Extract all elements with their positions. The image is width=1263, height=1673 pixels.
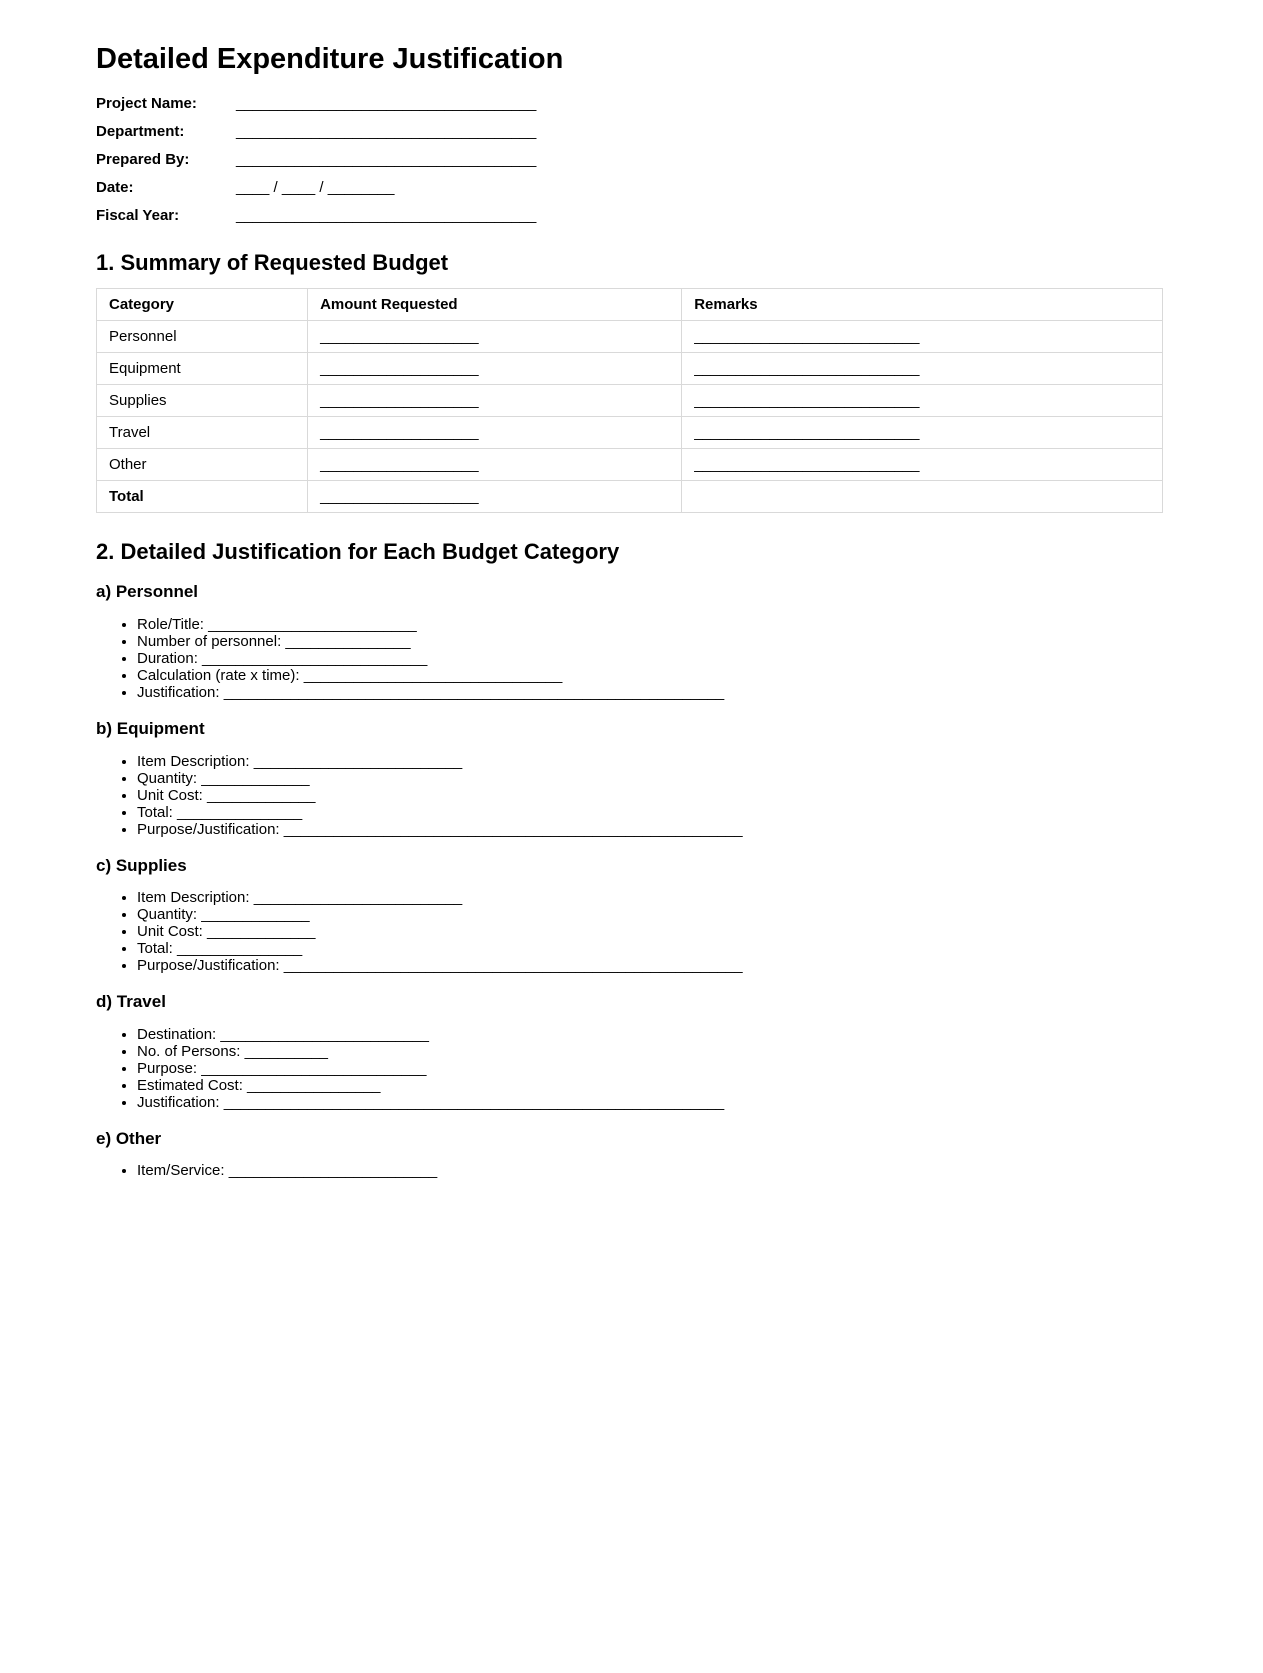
- amount-blank-line: ___________________: [320, 424, 479, 442]
- row-total-category: Total: [97, 481, 308, 513]
- supplies-quantity-blank: _____________: [201, 906, 310, 924]
- supplies-unit-cost-line: [137, 923, 1163, 940]
- row-supplies-amount-blank: [308, 385, 682, 417]
- column-header-amount-requested: Amount Requested: [308, 289, 682, 321]
- travel-purpose-line: [137, 1060, 1163, 1077]
- remarks-blank-line: ___________________________: [694, 328, 920, 346]
- personnel-number-label: Number of personnel:: [137, 633, 282, 651]
- row-personnel-remarks-blank: [682, 321, 1163, 353]
- row-total-amount-blank: [308, 481, 682, 513]
- personnel-role-title-blank: _________________________: [208, 616, 417, 634]
- remarks-blank-line: ___________________________: [694, 392, 920, 410]
- document-title: Detailed Expenditure Justification: [96, 43, 564, 75]
- field-department-label: Department:: [96, 122, 185, 140]
- equipment-item-description-label: Item Description:: [137, 752, 250, 770]
- personnel-number-blank: _______________: [285, 633, 411, 651]
- travel-estimated-cost-label: Estimated Cost:: [137, 1076, 243, 1094]
- field-department: [96, 123, 1163, 140]
- amount-blank-line: ___________________: [320, 392, 479, 410]
- personnel-calculation-line: [137, 667, 1163, 684]
- personnel-calculation-blank: _______________________________: [303, 667, 563, 685]
- subsection-personnel-heading: a) Personnel: [96, 582, 199, 602]
- supplies-purpose-line: [137, 957, 1163, 974]
- personnel-duration-blank: ___________________________: [202, 650, 428, 668]
- travel-purpose-label: Purpose:: [137, 1059, 198, 1077]
- other-item-service-line: [137, 1162, 1163, 1179]
- equipment-item-description-line: [137, 753, 1163, 770]
- equipment-quantity-line: [137, 770, 1163, 787]
- personnel-role-title-label: Role/Title:: [137, 616, 204, 634]
- equipment-purpose-blank: _______________________________________________________: [283, 820, 743, 838]
- equipment-quantity-label: Quantity:: [137, 769, 198, 787]
- equipment-total-label: Total:: [137, 803, 173, 821]
- row-other-remarks-blank: [682, 449, 1163, 481]
- supplies-purpose-blank: _______________________________________________________: [283, 957, 743, 975]
- supplies-quantity-line: [137, 906, 1163, 923]
- row-supplies-remarks-blank: [682, 385, 1163, 417]
- row-travel-category: Travel: [97, 417, 308, 449]
- travel-estimated-cost-line: [137, 1077, 1163, 1094]
- table-row-supplies: [97, 385, 1163, 417]
- row-equipment-category: Equipment: [97, 353, 308, 385]
- personnel-justification-line: [137, 684, 1163, 701]
- supplies-item-description-label: Item Description:: [137, 889, 250, 907]
- subsection-travel-heading: d) Travel: [96, 992, 166, 1012]
- equipment-purpose-line: [137, 821, 1163, 838]
- other-item-service-blank: _________________________: [228, 1162, 438, 1180]
- travel-estimated-cost-blank: ________________: [247, 1076, 381, 1094]
- amount-blank-line: ___________________: [320, 456, 479, 474]
- field-date-blank: ____ / ____ / ________: [236, 178, 395, 196]
- travel-destination-label: Destination:: [137, 1025, 217, 1043]
- supplies-items: [96, 889, 1163, 974]
- equipment-item-description-blank: _________________________: [253, 752, 463, 770]
- amount-blank-line: ___________________: [320, 488, 479, 506]
- column-header-category: Category: [97, 289, 308, 321]
- row-equipment-amount-blank: [308, 353, 682, 385]
- table-row-other: [97, 449, 1163, 481]
- supplies-quantity-label: Quantity:: [137, 906, 198, 924]
- row-total-remarks-blank: [682, 481, 1163, 513]
- budget-summary-table: [96, 288, 1163, 513]
- row-personnel-category: Personnel: [97, 321, 308, 353]
- table-header-row: [97, 289, 1163, 321]
- other-item-service-label: Item/Service:: [137, 1162, 225, 1180]
- equipment-items: [96, 753, 1163, 838]
- field-prepared-by: [96, 151, 1163, 168]
- travel-justification-line: [137, 1094, 1163, 1111]
- equipment-unit-cost-blank: _____________: [207, 786, 316, 804]
- personnel-number-line: [137, 633, 1163, 650]
- field-date-label: Date:: [96, 178, 134, 196]
- equipment-quantity-blank: _____________: [201, 769, 310, 787]
- supplies-item-description-blank: _________________________: [253, 889, 463, 907]
- personnel-role-title-line: [137, 616, 1163, 633]
- row-other-category: Other: [97, 449, 308, 481]
- remarks-blank-line: ___________________________: [694, 360, 920, 378]
- field-department-blank: ____________________________________: [236, 122, 537, 140]
- field-project-name-blank: ____________________________________: [236, 94, 537, 112]
- personnel-calculation-label: Calculation (rate x time):: [137, 667, 300, 685]
- field-date: [96, 179, 1163, 196]
- remarks-blank-line: ___________________________: [694, 456, 920, 474]
- field-fiscal-year-blank: ____________________________________: [236, 206, 537, 224]
- field-project-name-label: Project Name:: [96, 94, 197, 112]
- field-prepared-by-blank: ____________________________________: [236, 150, 537, 168]
- supplies-unit-cost-label: Unit Cost:: [137, 923, 203, 941]
- table-row-personnel: [97, 321, 1163, 353]
- supplies-unit-cost-blank: _____________: [207, 923, 316, 941]
- section2-heading: 2. Detailed Justification for Each Budget Category: [96, 539, 620, 565]
- amount-blank-line: ___________________: [320, 360, 479, 378]
- supplies-total-label: Total:: [137, 940, 173, 958]
- field-fiscal-year: [96, 207, 1163, 224]
- equipment-unit-cost-label: Unit Cost:: [137, 786, 203, 804]
- travel-justification-blank: ____________________________________________________________: [223, 1093, 725, 1111]
- table-row-equipment: [97, 353, 1163, 385]
- subsection-supplies-heading: c) Supplies: [96, 855, 187, 875]
- personnel-duration-line: [137, 650, 1163, 667]
- row-travel-remarks-blank: [682, 417, 1163, 449]
- row-supplies-category: Supplies: [97, 385, 308, 417]
- field-fiscal-year-label: Fiscal Year:: [96, 206, 180, 224]
- travel-purpose-blank: ___________________________: [201, 1059, 427, 1077]
- travel-items: [96, 1026, 1163, 1111]
- table-row-travel: [97, 417, 1163, 449]
- subsection-equipment-heading: b) Equipment: [96, 719, 205, 739]
- supplies-total-line: [137, 940, 1163, 957]
- row-equipment-remarks-blank: [682, 353, 1163, 385]
- row-personnel-amount-blank: [308, 321, 682, 353]
- column-header-remarks: Remarks: [682, 289, 1163, 321]
- subsection-other-heading: e) Other: [96, 1128, 162, 1148]
- travel-justification-label: Justification:: [137, 1093, 220, 1111]
- field-prepared-by-label: Prepared By:: [96, 150, 190, 168]
- section1-heading: 1. Summary of Requested Budget: [96, 249, 449, 275]
- supplies-item-description-line: [137, 889, 1163, 906]
- personnel-duration-label: Duration:: [137, 650, 198, 668]
- field-project-name: [96, 95, 1163, 112]
- equipment-total-line: [137, 804, 1163, 821]
- personnel-items: [96, 616, 1163, 701]
- amount-blank-line: ___________________: [320, 328, 479, 346]
- travel-persons-line: [137, 1043, 1163, 1060]
- travel-persons-label: No. of Persons:: [137, 1042, 241, 1060]
- supplies-total-blank: _______________: [177, 940, 303, 958]
- supplies-purpose-label: Purpose/Justification:: [137, 957, 280, 975]
- personnel-justification-blank: ____________________________________________________________: [223, 684, 725, 702]
- other-items: [96, 1162, 1163, 1179]
- equipment-unit-cost-line: [137, 787, 1163, 804]
- row-travel-amount-blank: [308, 417, 682, 449]
- remarks-blank-line: ___________________________: [694, 424, 920, 442]
- equipment-total-blank: _______________: [177, 803, 303, 821]
- personnel-justification-label: Justification:: [137, 684, 220, 702]
- header-fields: [96, 95, 1163, 224]
- equipment-purpose-label: Purpose/Justification:: [137, 820, 280, 838]
- table-row-total: [97, 481, 1163, 513]
- travel-destination-line: [137, 1026, 1163, 1043]
- row-other-amount-blank: [308, 449, 682, 481]
- travel-destination-blank: _________________________: [220, 1025, 429, 1043]
- travel-persons-blank: __________: [244, 1042, 328, 1060]
